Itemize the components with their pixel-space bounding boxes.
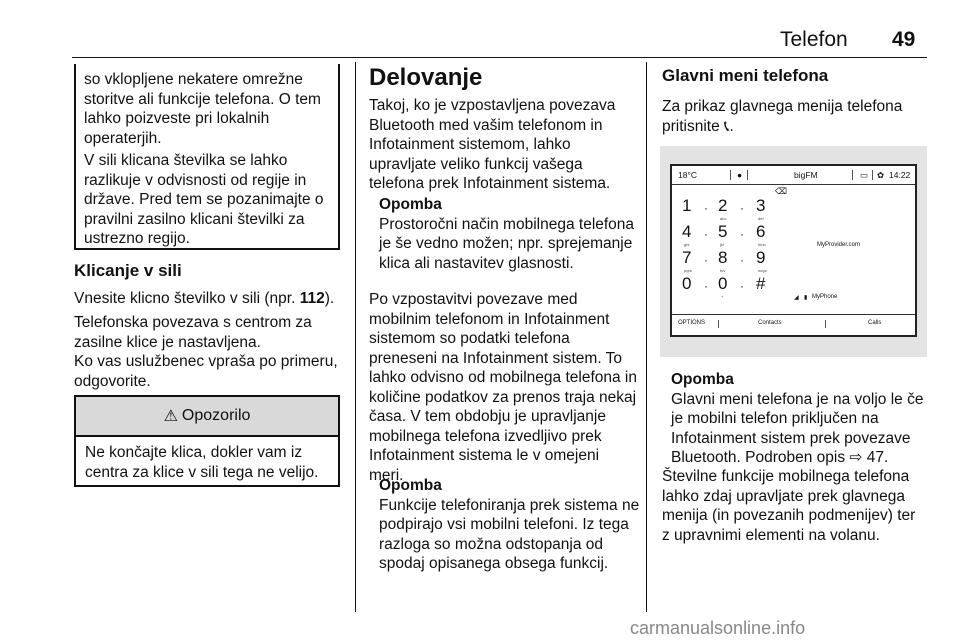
phone-icon: 📞︎ xyxy=(724,117,730,135)
page-number: 49 xyxy=(892,28,916,51)
key-8: 8 xyxy=(718,248,728,267)
backspace-icon: ⌫ xyxy=(775,186,788,196)
status-bar xyxy=(672,166,915,185)
battery-icon: ▮ xyxy=(804,295,808,301)
key-1: 1 xyxy=(682,196,692,215)
column-divider-2 xyxy=(646,62,647,612)
temperature: 18°C xyxy=(678,170,697,180)
phone-display: 18°C ● bigFM ▭ ✿ 14:22 ⌫ 1 · 2 abc · 3 def 4 ghi · 5 jkl · 6 mno 7 pqrs · 8 tuv · 9 wxyz 0 · 0 + · # MyProvider.com ◢ ▮ MyPhone OPTIONS Contacts Calls xyxy=(670,164,917,337)
key-9: 9 xyxy=(756,248,766,267)
note-box-paragraph-2: V sili klicana številka se lahko razlikuje v odvisnosti od regije in države. Pred tem se pozanimajte o pravilni zasilno klicani številki za ustrezno regijo. xyxy=(84,152,324,247)
warning-title: Opozorilo xyxy=(181,407,251,424)
screen-icon: ▭ xyxy=(860,170,869,180)
operation-paragraph-1: Takoj, ko je vzpostavljena povezava Bluetooth med vašim telefonom in Infotainment sistemom, lahko upravljate veliko funkcij vašega telefona prek Infotainment sistema. xyxy=(369,97,616,192)
note-1 xyxy=(379,195,637,273)
bottom-menu-bar xyxy=(672,314,915,335)
note-2-title: Opomba xyxy=(379,477,442,494)
note-3-title: Opomba xyxy=(671,371,734,388)
emergency-paragraph-2: Telefonska povezava s centrom za zasilne klice je nastavljena. xyxy=(74,314,312,351)
note-3-text: Glavni meni telefona je na voljo le če je mobilni telefon priključen na Infotainment sistem prek povezave Bluetooth. Podroben opis ⇨ 47. xyxy=(671,390,924,466)
section-heading-phone-menu: Glavni meni telefona xyxy=(662,66,829,85)
phone-menu-paragraph-2: Številne funkcije mobilnega telefona lahko zdaj upravljate prek glavnega menija (in povezanih podmenijev) ter z upravnimi elementi na volanu. xyxy=(662,468,916,544)
key-5: 5 xyxy=(718,222,728,241)
note-1-title: Opomba xyxy=(379,196,442,213)
note-2-text: Funkcije telefoniranja prek sistema ne podpirajo vsi mobilni telefoni. Iz tega razloga so možna odstopanja od spodaj opisanega obsega funkcij. xyxy=(379,496,640,572)
key-7: 7 xyxy=(682,248,692,267)
emergency-paragraph-1: Vnesite klicno številko v sili (npr. 112). xyxy=(74,290,335,307)
section-heading-emergency: Klicanje v sili xyxy=(74,261,182,280)
signal-icon: ◢ xyxy=(794,295,799,301)
options-tab: OPTIONS xyxy=(678,320,706,326)
key-hash: # xyxy=(756,274,766,293)
contacts-tab: Contacts xyxy=(758,320,782,326)
warning-text: Ne končajte klica, dokler vam iz centra za klice v sili tega ne velijo. xyxy=(85,444,319,481)
key-0-plus: 0 xyxy=(718,274,728,293)
calls-tab: Calls xyxy=(868,320,882,326)
key-4: 4 xyxy=(682,222,692,241)
emergency-paragraph-3: Ko vas uslužbenec vpraša po primeru, odgovorite. xyxy=(74,353,338,390)
key-0: 0 xyxy=(682,274,692,293)
warning-box xyxy=(74,395,340,487)
settings-dot-icon: ● xyxy=(737,170,743,180)
clock: 14:22 xyxy=(889,170,911,180)
emergency-number: 112 xyxy=(299,290,325,307)
radio-station: bigFM xyxy=(794,170,818,180)
provider-name: MyProvider.com xyxy=(817,242,861,248)
device-name: MyPhone xyxy=(812,294,838,300)
note-1-text: Prostoročni način mobilnega telefona je še vedno možen; npr. sprejemanje klica ali nastavitev glasnosti. xyxy=(379,215,635,272)
phone-menu-paragraph-1: Za prikaz glavnega menija telefona pritisnite 📞︎. xyxy=(662,98,903,135)
header-rule xyxy=(72,57,927,58)
gear-icon: ✿ xyxy=(877,170,885,180)
column-divider-1 xyxy=(355,62,356,612)
watermark: carmanualsonline.info xyxy=(630,618,806,638)
key-6: 6 xyxy=(756,222,766,241)
warning-triangle-icon: ⚠ xyxy=(163,408,178,425)
note-box-paragraph-1: so vklopljene nekatere omrežne storitve ali funkcije telefona. O tem lahko poizveste pri lokalnih operaterjih. xyxy=(84,71,321,147)
key-2: 2 xyxy=(718,196,728,215)
warning-header xyxy=(76,397,338,437)
page-header-title: Telefon xyxy=(780,28,848,51)
operation-paragraph-2: Po vzpostavitvi povezave med mobilnim telefonom in Infotainment sistemom so podatki telefona preneseni na Infotainment sistem. To lahko odvisno od mobilnega telefona in količine podatkov za prenos traja nekaj časa. V tem obdobju je upravljanje mobilnega telefona izvedljivo prek Infotainment sistema le v omejeni meri. xyxy=(369,291,637,484)
key-3: 3 xyxy=(756,196,766,215)
infotainment-screenshot xyxy=(660,146,927,357)
note-2 xyxy=(379,476,641,574)
reference-arrow-icon: ⇨ xyxy=(849,449,863,466)
note-3 xyxy=(671,370,929,468)
section-heading-operation: Delovanje xyxy=(369,64,483,91)
continued-note-box xyxy=(74,64,340,250)
